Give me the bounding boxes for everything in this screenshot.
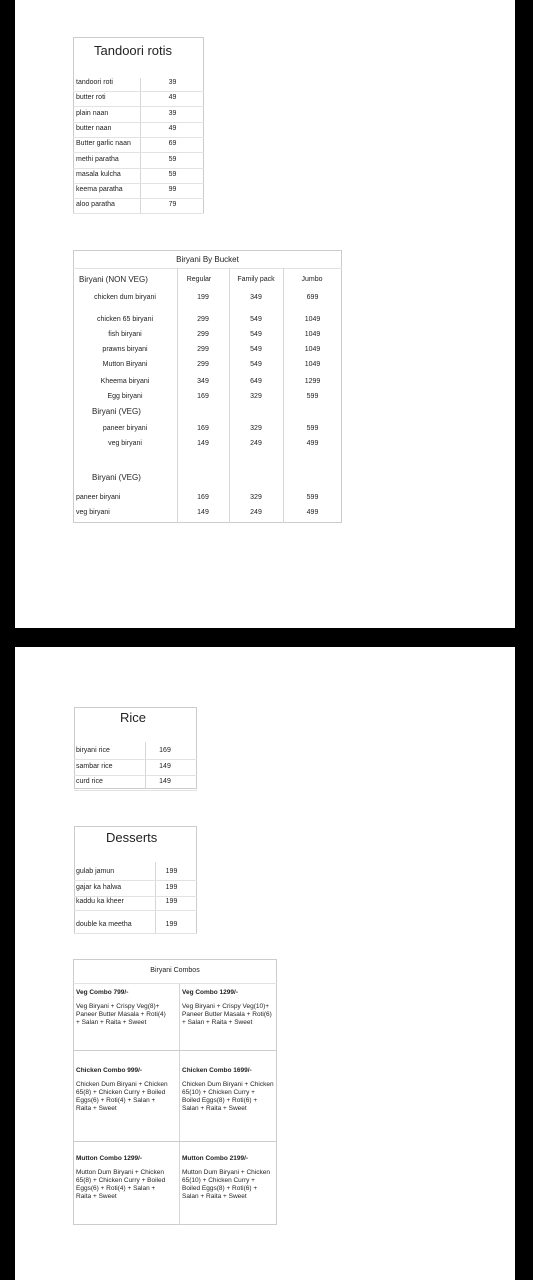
combo-name: Chicken Combo 1699/- [182,1067,252,1074]
item-name: plain naan [76,109,109,117]
bucket-regular: 169 [197,494,209,501]
dessert-item-name: gajar ka halwa [76,884,122,891]
col-family: Family pack [237,276,275,283]
rice-item-name: curd rice [76,778,103,785]
combo-desc: Veg Biryani + Crispy Veg(8)+ Paneer Butter Masala + Roti(4) + Salan + Raita + Sweet [76,1003,166,1026]
item-price: 59 [168,170,177,178]
bucket-family: 349 [250,294,262,301]
dessert-item-price: 199 [165,898,178,905]
item-price: 39 [168,79,177,86]
bucket-family: 549 [250,346,262,353]
item-name: Butter garlic naan [76,140,131,148]
row-divider [73,183,204,184]
bucket-family: 549 [250,316,262,323]
bucket-item-name: Egg biryani [107,393,143,400]
item-price: 59 [168,155,177,163]
row-divider [74,790,197,791]
combos-title: Biryani Combos [150,967,200,974]
row-divider [73,91,204,92]
item-price: 49 [168,124,177,132]
row-divider [73,122,204,123]
dessert-item-price: 199 [165,884,178,891]
item-name: butter naan [76,124,112,132]
bucket-jumbo: 1049 [304,361,321,368]
bucket-item-name: Kheema biryani [100,378,150,385]
menu-page-2 [15,647,515,1280]
menu-page-1 [15,0,515,628]
bucket-jumbo: 1299 [304,378,321,385]
combo-name: Veg Combo 799/- [76,989,129,996]
item-price: 99 [168,186,177,194]
row-divider [74,933,197,934]
bucket-family: 649 [250,378,262,385]
row-divider [73,137,204,138]
row-divider [73,106,204,107]
bucket-item-name: Mutton Biryani [102,361,148,368]
bucket-jumbo: 599 [306,425,319,432]
bucket-item-name: chicken dum biryani [94,294,156,301]
bucket-jumbo: 699 [306,294,319,301]
bucket-regular: 149 [197,509,209,516]
bucket-regular: 299 [197,361,209,368]
item-name: aloo paratha [76,201,115,209]
bucket-jumbo: 599 [306,393,319,400]
bucket-regular: 169 [197,393,209,400]
item-price: 49 [168,94,177,102]
bucket-regular: 299 [197,346,209,353]
veg-header: Biryani (VEG) [92,407,141,416]
dessert-item-name: gulab jamun [76,868,115,875]
item-price: 69 [168,140,177,148]
dessert-item-price: 199 [165,921,178,928]
combo-desc: Chicken Dum Biryani + Chicken 65(8) + Chicken Curry + Boiled Eggs(6) + Roti(4) + Salan + Raita + Sweet [76,1081,168,1112]
bucket-family: 249 [250,509,262,516]
rice-item-price: 149 [159,778,171,785]
rice-item-price: 149 [159,762,171,770]
combo-name: Mutton Combo 2199/- [182,1155,249,1162]
bucket-regular: 349 [197,378,209,385]
combo-name: Chicken Combo 999/- [76,1067,143,1074]
bucket-family: 329 [250,425,262,432]
dessert-item-name: double ka meetha [76,921,132,928]
bucket-item-name: fish biryani [108,331,142,338]
bucket-item-name: paneer biryani [76,494,121,501]
bucket-family: 329 [250,494,262,501]
rice-item-name: biryani rice [76,747,110,754]
combo-desc: Mutton Dum Biryani + Chicken 65(10) + Chicken Curry + Boiled Eggs(8) + Roti(6) + Salan + Raita + Sweet [182,1169,270,1200]
combo-name: Mutton Combo 1299/- [76,1155,143,1162]
bucket-family: 549 [250,361,262,368]
row-divider [73,152,204,153]
bucket-jumbo: 1049 [304,316,321,323]
bucket-regular: 199 [197,294,209,301]
item-name: butter roti [76,94,106,102]
row-divider [73,213,204,214]
bucket-item-name: veg biryani [108,440,142,447]
item-price: 79 [168,201,177,209]
item-name: masala kulcha [76,170,121,178]
row-divider [73,198,204,199]
nonveg-header: Biryani (NON VEG) [79,275,148,284]
bucket-regular: 299 [197,331,209,338]
rice-title: Rice [120,710,147,725]
bucket-family: 329 [250,393,262,400]
combo-desc: Chicken Dum Biryani + Chicken 65(10) + Chicken Curry + Boiled Eggs(8) + Roti(6) + Salan + Raita + Sweet [182,1081,274,1112]
row-divider [74,880,197,881]
bucket-title: Biryani By Bucket [176,255,239,264]
combo-name: Veg Combo 1299/- [182,989,238,996]
bucket-regular: 149 [197,440,209,447]
dessert-item-price: 199 [165,868,178,875]
bucket-section [73,250,342,523]
item-name: methi paratha [76,155,119,163]
row-divider [73,168,204,169]
row-divider [74,910,197,911]
row-divider [74,775,197,776]
row-divider [74,896,197,897]
row-divider [74,759,197,760]
bucket-regular: 169 [197,425,209,432]
item-name: tandoori roti [76,79,113,86]
rice-item-price: 169 [159,747,171,754]
bucket-jumbo: 599 [306,494,319,501]
veg2-header: Biryani (VEG) [92,473,141,482]
bucket-item-name: chicken 65 biryani [96,316,154,323]
bucket-jumbo: 1049 [304,346,321,353]
tandoori-title: Tandoori rotis [94,43,173,58]
item-price: 39 [168,109,177,117]
bucket-jumbo: 1049 [304,331,321,338]
combo-desc: Veg Biryani + Crispy Veg(10)+ Paneer Butter Masala + Roti(6) + Salan + Raita + Sweet [182,1003,272,1026]
item-name: keema paratha [76,186,123,194]
bucket-jumbo: 499 [306,440,319,447]
bucket-regular: 299 [197,316,209,323]
combo-desc: Mutton Dum Biryani + Chicken 65(8) + Chicken Curry + Boiled Eggs(6) + Roti(4) + Salan + Raita + Sweet [76,1169,166,1200]
col-jumbo: Jumbo [301,276,323,283]
col-regular: Regular [186,276,212,283]
bucket-item-name: paneer biryani [102,425,148,432]
dessert-item-name: kaddu ka kheer [76,898,124,905]
bucket-family: 249 [250,440,262,447]
bucket-item-name: veg biryani [76,509,110,516]
bucket-item-name: prawns biryani [102,346,148,353]
bucket-jumbo: 499 [306,509,319,516]
bucket-family: 549 [250,331,262,338]
rice-item-name: sambar rice [76,762,113,770]
desserts-title: Desserts [106,830,158,845]
